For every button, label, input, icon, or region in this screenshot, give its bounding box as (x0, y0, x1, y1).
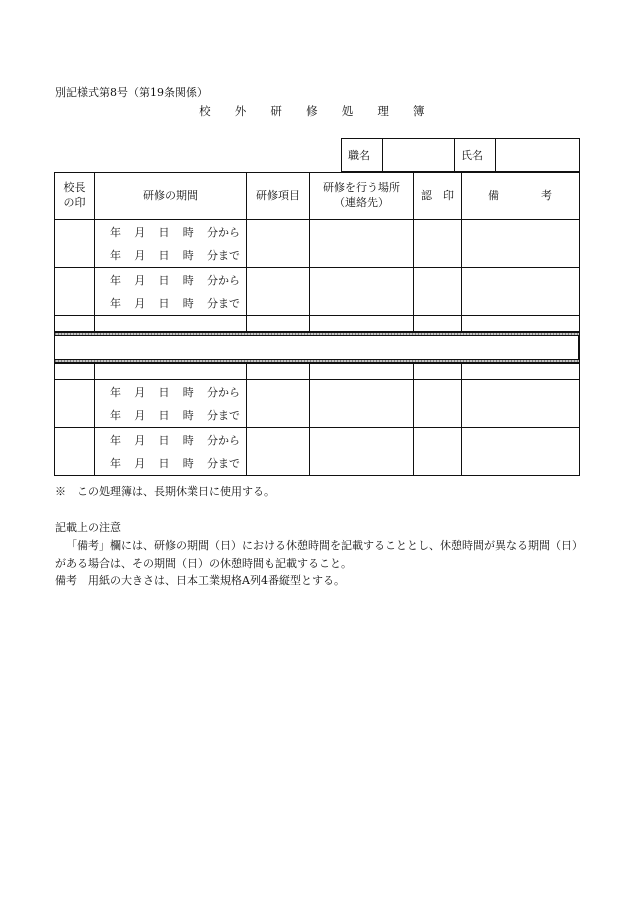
position-field[interactable] (383, 139, 455, 172)
remarks-header-b: 考 (541, 188, 552, 202)
year-label: 年 (110, 408, 121, 422)
period-to-line (110, 244, 240, 267)
year-label: 年 (110, 248, 121, 262)
hour-label: 時 (182, 248, 194, 262)
remarks-cell[interactable] (462, 428, 580, 476)
year-label: 年 (110, 385, 121, 399)
day-label: 日 (158, 433, 170, 447)
hour-label: 時 (182, 225, 194, 239)
seal-cell[interactable] (414, 220, 462, 268)
minute-from-label: 分から (207, 433, 240, 447)
table-row (55, 268, 580, 316)
header-row (55, 173, 580, 220)
table-row (55, 380, 580, 428)
hour-label: 時 (182, 273, 194, 287)
seal-header: 認 印 (414, 173, 462, 220)
place-cell[interactable] (310, 268, 414, 316)
principal-seal-cell[interactable] (55, 268, 95, 316)
year-label: 年 (110, 456, 121, 470)
table-row-partial (55, 364, 580, 380)
year-label: 年 (110, 433, 121, 447)
period-from-line (110, 429, 240, 452)
day-label: 日 (158, 225, 170, 239)
name-label: 氏名 (455, 139, 496, 172)
day-label: 日 (158, 248, 170, 262)
month-label: 月 (134, 408, 146, 422)
page-title: 校 外 研 修 処 理 簿 (199, 104, 431, 118)
omission-area (54, 336, 579, 359)
remarks-header (462, 173, 580, 220)
table-row (55, 428, 580, 476)
table-row (55, 220, 580, 268)
usage-footnote: ※ この処理簿は、長期休業日に使用する。 (55, 485, 275, 498)
period-to-line (110, 452, 240, 475)
place-cell[interactable] (310, 380, 414, 428)
period-from-line (110, 221, 240, 244)
month-label: 月 (134, 225, 146, 239)
seal-cell[interactable] (414, 428, 462, 476)
period-to-line (110, 404, 240, 427)
month-label: 月 (134, 296, 146, 310)
minute-from-label: 分から (207, 225, 240, 239)
item-cell[interactable] (247, 380, 310, 428)
item-cell[interactable] (247, 268, 310, 316)
position-label: 職名 (342, 139, 383, 172)
seal-cell[interactable] (414, 380, 462, 428)
hour-label: 時 (182, 296, 194, 310)
principal-seal-cell[interactable] (55, 380, 95, 428)
identity-table (341, 138, 580, 172)
place-cell[interactable] (310, 428, 414, 476)
month-label: 月 (134, 273, 146, 287)
month-label: 月 (134, 385, 146, 399)
seal-cell[interactable] (414, 268, 462, 316)
remarks-cell[interactable] (462, 268, 580, 316)
month-label: 月 (134, 433, 146, 447)
principal-seal-cell[interactable] (55, 428, 95, 476)
place-header (310, 173, 414, 220)
minute-to-label: 分まで (207, 456, 240, 470)
hour-label: 時 (182, 456, 194, 470)
period-cell[interactable] (95, 380, 247, 428)
principal-seal-header-line1: 校長 (63, 181, 86, 195)
hour-label: 時 (182, 433, 194, 447)
item-header: 研修項目 (247, 173, 310, 220)
hour-label: 時 (182, 385, 194, 399)
period-cell[interactable] (95, 268, 247, 316)
principal-seal-cell[interactable] (55, 220, 95, 268)
minute-to-label: 分まで (207, 296, 240, 310)
month-label: 月 (134, 456, 146, 470)
remarks-cell[interactable] (462, 220, 580, 268)
year-label: 年 (110, 225, 121, 239)
day-label: 日 (158, 296, 170, 310)
place-header-line1: 研修を行う場所 (323, 181, 400, 195)
paper-size-remark: 備考 用紙の大きさは、日本工業規格A列4番縦型とする。 (55, 574, 345, 587)
period-cell[interactable] (95, 428, 247, 476)
principal-seal-header-line2: の印 (63, 196, 86, 209)
hour-label: 時 (182, 408, 194, 422)
name-field[interactable] (496, 139, 580, 172)
day-label: 日 (158, 273, 170, 287)
form-number: 別記様式第8号（第19条関係） (55, 86, 208, 99)
period-header: 研修の期間 (95, 173, 247, 220)
year-label: 年 (110, 273, 121, 287)
day-label: 日 (158, 456, 170, 470)
period-cell[interactable] (95, 220, 247, 268)
notes-paragraph: 「備考」欄には、研修の期間（日）における休憩時間を記載することとし、休憩時間が異なる期間（日）がある場合は、その期間（日）の休憩時間も記載すること。 (55, 539, 578, 570)
training-record-table (54, 172, 580, 476)
table-row-partial (55, 316, 580, 332)
day-label: 日 (158, 408, 170, 422)
period-to-line (110, 292, 240, 315)
day-label: 日 (158, 385, 170, 399)
minute-to-label: 分まで (207, 248, 240, 262)
notes-heading: 記載上の注意 (55, 521, 121, 534)
minute-from-label: 分から (207, 273, 240, 287)
item-cell[interactable] (247, 428, 310, 476)
place-header-line2: （連絡先） (334, 196, 389, 209)
place-cell[interactable] (310, 220, 414, 268)
remarks-cell[interactable] (462, 380, 580, 428)
period-from-line (110, 269, 240, 292)
remarks-header-a: 備 (488, 188, 499, 202)
minute-from-label: 分から (207, 385, 240, 399)
wave-break-line-top (54, 332, 579, 336)
principal-seal-header (55, 173, 95, 220)
year-label: 年 (110, 296, 121, 310)
period-from-line (110, 381, 240, 404)
wave-break-line-bottom (54, 359, 579, 363)
month-label: 月 (134, 248, 146, 262)
minute-to-label: 分まで (207, 408, 240, 422)
item-cell[interactable] (247, 220, 310, 268)
